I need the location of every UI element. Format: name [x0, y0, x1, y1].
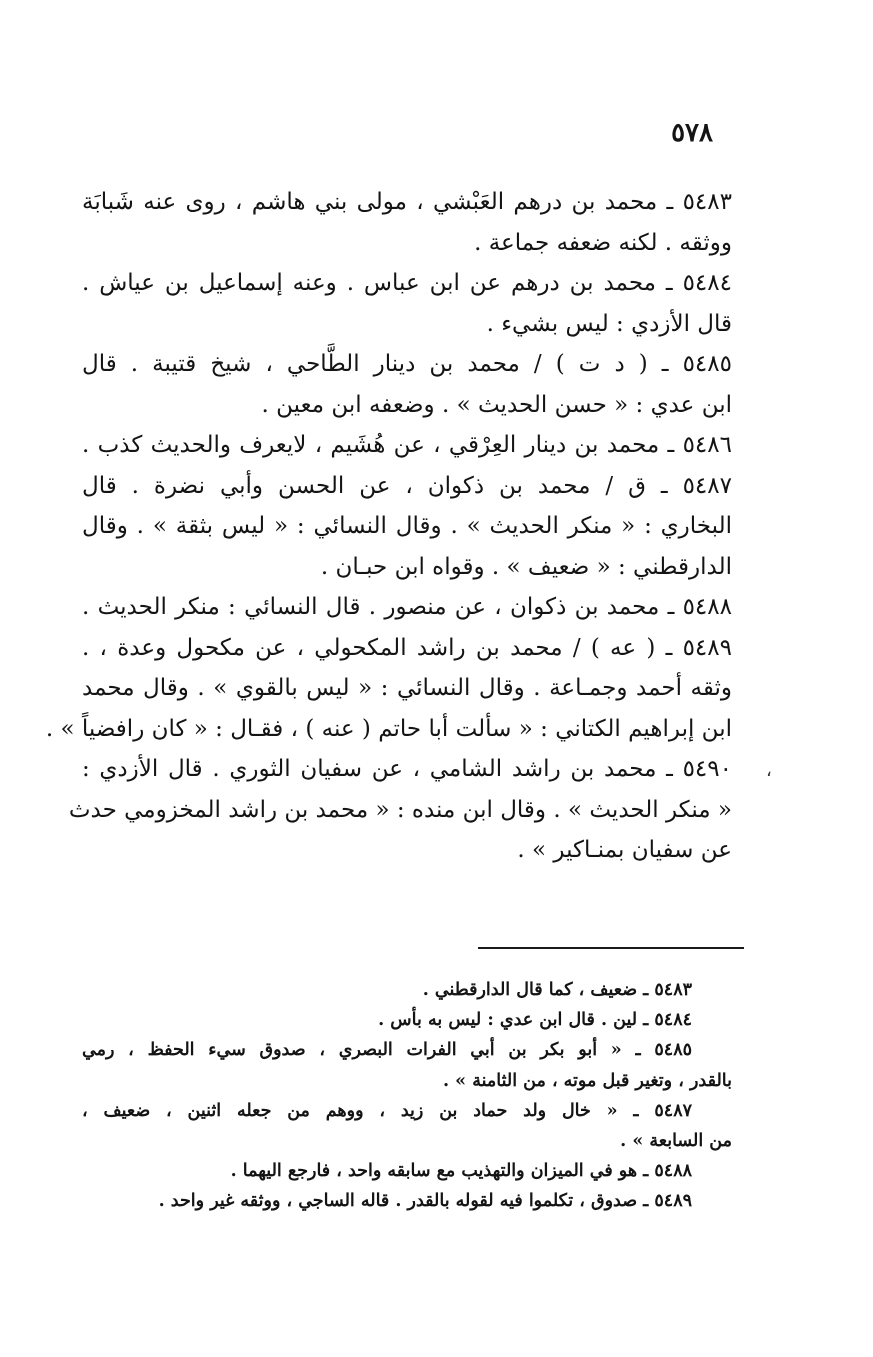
footnote-5485 [82, 1035, 732, 1095]
page-number: ٥٧٨ [671, 118, 713, 148]
footnotes [82, 975, 732, 1217]
entry-line: قال الأزدي : ليس بشيء . [486, 310, 732, 337]
entry-line: وثقه أحمد وجمـاعة . وقال النسائي : « ليس بالقوي » . وقال محمد [82, 675, 732, 701]
margin-mark: ، [766, 760, 772, 781]
footnote-line: ٥٤٨٣ ـ ضعيف ، كما قال الدارقطني . [422, 980, 692, 1000]
entry-5484 [82, 263, 732, 344]
entry-line: ابن إبراهيم الكتاني : « سألت أبا حاتم ( عنه ) ، فقـال : « كان رافضياً » . [45, 715, 732, 742]
footnote-line: ٥٤٨٩ ـ صدوق ، تكلموا فيه لقوله بالقدر . قاله الساجي ، ووثقه غير واحد . [158, 1191, 692, 1212]
entry-5485 [82, 344, 732, 425]
entry-line: عن سفيان بمنـاكير » . [517, 837, 732, 863]
footnote-5487 [82, 1096, 732, 1156]
footnote-line: ٥٤٨٥ ـ « أبو بكر بن أبي الفرات البصري ، صدوق سيء الحفظ ، رمي [82, 1040, 692, 1061]
footnote-5489 [82, 1186, 732, 1216]
footnote-line: ٥٤٨٧ ـ « خال ولد حماد بن زيد ، ووهم من جعله اثنين ، ضعيف ، [82, 1100, 692, 1121]
entry-line: ٥٤٨٤ ـ محمد بن درهم عن ابن عباس . وعنه إسماعيل بن عياش . [82, 270, 732, 296]
footnote-line: ٥٤٨٨ ـ هو في الميزان والتهذيب مع سابقه واحد ، فارجع اليهما . [230, 1161, 692, 1182]
entry-line: ٥٤٨٣ ـ محمد بن درهم العَبْشي ، مولى بني هاشم ، روى عنه شَبابَة [82, 189, 732, 215]
entry-5487 [82, 466, 732, 588]
entry-5489 [45, 628, 732, 750]
footnote-line: بالقدر ، وتغير قبل موته ، من الثامنة » . [443, 1070, 732, 1091]
main-text [45, 182, 732, 871]
entry-line: ٥٤٩٠ ـ محمد بن راشد الشامي ، عن سفيان الثوري . قال الأزدي : [82, 756, 732, 782]
footnote-separator [478, 947, 744, 949]
entry-line: ووثقه . لكنه ضعفه جماعة . [474, 229, 732, 256]
entry-line: البخاري : « منكر الحديث » . وقال النسائي : « ليس بثقة » . وقال [82, 513, 732, 539]
footnote-5488 [82, 1156, 732, 1186]
entry-5488 [82, 587, 732, 628]
entry-5483 [82, 182, 732, 263]
footnote-line: ٥٤٨٤ ـ لين . قال ابن عدي : ليس به بأس . [378, 1010, 692, 1031]
footnote-5484 [82, 1005, 732, 1035]
entry-line: الدارقطني : « ضعيف » . وقواه ابن حبـان . [320, 553, 732, 580]
entry-line: « منكر الحديث » . وقال ابن منده : « محمد بن راشد المخزومي حدث [68, 796, 732, 823]
entry-line: ٥٤٨٨ ـ محمد بن ذكوان ، عن منصور . قال النسائي : منكر الحديث . [82, 594, 732, 620]
entry-line: ٥٤٨٩ ـ ( عه ) / محمد بن راشد المكحولي ، عن مكحول وعدة ، . [82, 634, 732, 661]
entry-line: ٥٤٨٥ ـ ( د ت ) / محمد بن دينار الطَّاحي ، شيخ قتيبة . قال [82, 351, 732, 377]
footnote-5483 [82, 975, 732, 1005]
footnote-line: من السابعة » . [620, 1130, 732, 1151]
entry-5490 [68, 749, 732, 871]
entry-5486 [82, 425, 732, 466]
entry-line: ٥٤٨٧ ـ ق / محمد بن ذكوان ، عن الحسن وأبي نضرة . قال [82, 472, 732, 499]
entry-line: ابن عدي : « حسن الحديث » . وضعفه ابن معين . [261, 391, 732, 418]
entry-line: ٥٤٨٦ ـ محمد بن دينار العِرْقي ، عن هُشَيم ، لايعرف والحديث كذب . [82, 432, 732, 458]
